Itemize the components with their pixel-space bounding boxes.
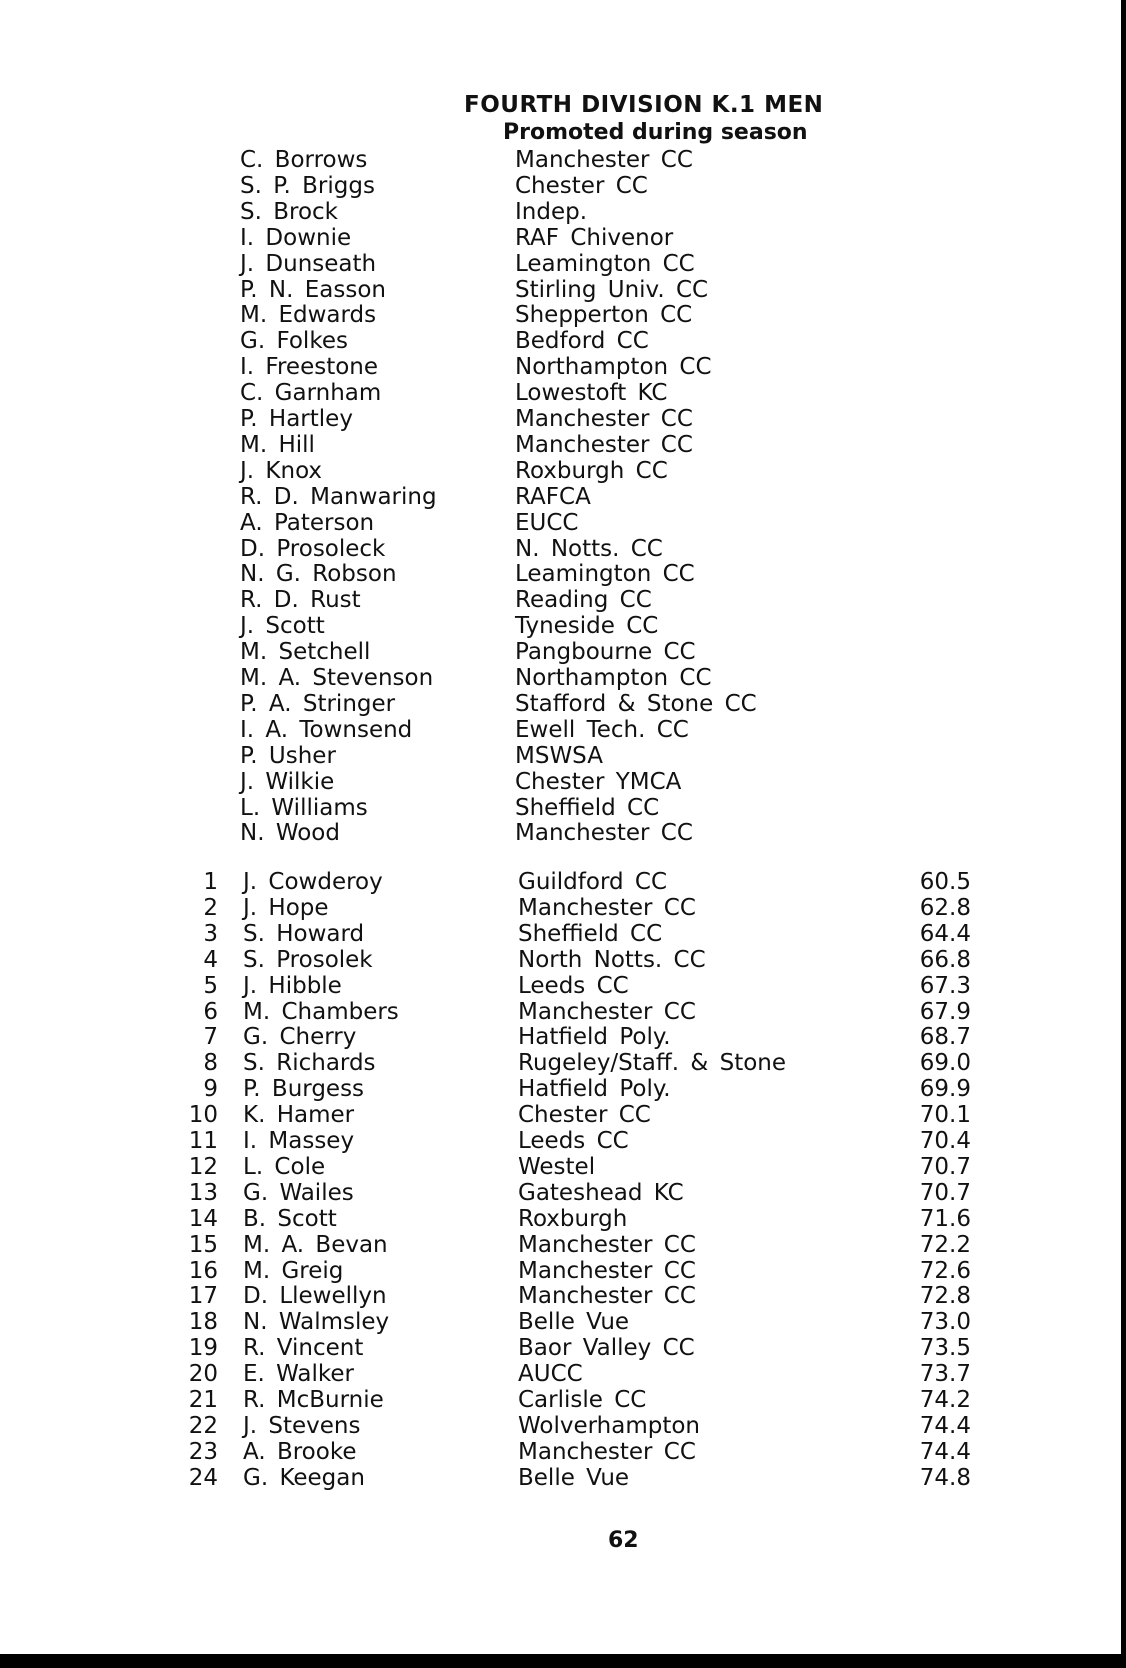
club-name: Manchester CC [515, 820, 693, 847]
rank-position: 23 [188, 1438, 218, 1465]
promoted-row [0, 199, 1126, 225]
player-name: G. Cherry [243, 1024, 357, 1051]
scan-edge-right [1121, 0, 1126, 1668]
promoted-row [0, 536, 1126, 562]
score-value: 70.7 [919, 1153, 971, 1180]
ranking-row [0, 1309, 1126, 1335]
score-value: 73.5 [919, 1335, 971, 1362]
club-name: Tyneside CC [515, 613, 659, 640]
club-name: Stafford & Stone CC [515, 690, 757, 717]
club-name: Gateshead KC [518, 1179, 684, 1206]
score-value: 68.7 [919, 1024, 971, 1051]
club-name: Leamington CC [515, 250, 695, 277]
club-name: Roxburgh CC [515, 457, 668, 484]
score-value: 71.6 [919, 1205, 971, 1232]
rank-position: 2 [203, 894, 218, 921]
player-name: P. Usher [240, 742, 336, 769]
player-name: G. Wailes [243, 1179, 354, 1206]
rank-position: 20 [188, 1361, 218, 1388]
club-name: Roxburgh [518, 1205, 628, 1232]
ranking-row [0, 1465, 1126, 1491]
score-value: 74.2 [919, 1387, 971, 1413]
club-name: Northampton CC [515, 665, 712, 691]
score-value: 72.6 [919, 1257, 971, 1284]
club-name: Lowestoft KC [515, 380, 668, 407]
player-name: J. Knox [240, 457, 323, 484]
score-value: 70.7 [919, 1179, 971, 1206]
player-name: E. Walker [243, 1361, 355, 1388]
club-name: Reading CC [515, 587, 652, 614]
player-name: R. McBurnie [243, 1387, 384, 1413]
player-name: G. Keegan [243, 1464, 365, 1491]
ranking-row [0, 1024, 1126, 1050]
score-value: 72.8 [919, 1283, 971, 1310]
player-name: S. Brock [240, 198, 338, 225]
ranking-row [0, 1232, 1126, 1258]
player-name: M. Edwards [240, 302, 377, 329]
rank-position: 4 [203, 946, 218, 973]
player-name: L. Cole [243, 1153, 326, 1180]
player-name: A. Brooke [243, 1438, 357, 1465]
promoted-row [0, 691, 1126, 717]
promoted-row [0, 432, 1126, 458]
club-name: Belle Vue [518, 1309, 630, 1336]
ranking-row [0, 999, 1126, 1025]
club-name: Bedford CC [515, 328, 649, 355]
promoted-row [0, 743, 1126, 769]
section-heading: FOURTH DIVISION K.1 MEN [464, 92, 824, 118]
score-value: 69.9 [919, 1076, 971, 1103]
ranking-row [0, 1283, 1126, 1309]
rank-position: 21 [188, 1387, 218, 1413]
score-value: 73.0 [919, 1309, 971, 1336]
score-value: 67.9 [919, 998, 971, 1025]
promoted-row [0, 225, 1126, 251]
promoted-row [0, 665, 1126, 691]
ranking-row [0, 1180, 1126, 1206]
promoted-row [0, 354, 1126, 380]
club-name: Westel [518, 1153, 596, 1180]
rank-position: 12 [188, 1153, 218, 1180]
rank-position: 19 [188, 1335, 218, 1362]
score-value: 67.3 [919, 972, 971, 999]
player-name: G. Folkes [240, 328, 348, 355]
club-name: Sheffield CC [515, 794, 660, 821]
club-name: EUCC [515, 509, 579, 536]
player-name: J. Scott [240, 613, 325, 640]
club-name: Chester YMCA [515, 768, 682, 795]
rank-position: 14 [188, 1205, 218, 1232]
club-name: Chester CC [515, 172, 648, 199]
ranking-row [0, 1361, 1126, 1387]
club-name: Belle Vue [518, 1464, 630, 1491]
player-name: S. P. Briggs [240, 172, 375, 199]
club-name: Leeds CC [518, 1128, 629, 1154]
ranking-row [0, 1439, 1126, 1465]
promoted-row [0, 561, 1126, 587]
promoted-row [0, 406, 1126, 432]
player-name: C. Borrows [240, 147, 368, 173]
club-name: Manchester CC [518, 1257, 696, 1284]
score-value: 62.8 [919, 894, 971, 921]
player-name: D. Llewellyn [243, 1283, 387, 1310]
score-value: 72.2 [919, 1231, 971, 1258]
ranking-row [0, 1102, 1126, 1128]
player-name: M. Setchell [240, 639, 371, 666]
score-value: 70.4 [919, 1128, 971, 1154]
promoted-row [0, 820, 1126, 846]
promoted-row [0, 484, 1126, 510]
scan-edge-bottom [0, 1654, 1126, 1668]
player-name: C. Garnham [240, 380, 382, 407]
player-name: R. D. Rust [240, 587, 361, 614]
rank-position: 7 [203, 1024, 218, 1051]
player-name: P. Hartley [240, 406, 353, 432]
player-name: I. Freestone [240, 354, 379, 381]
player-name: I. A. Townsend [240, 716, 413, 743]
club-name: Leamington CC [515, 561, 695, 588]
ranking-row [0, 1413, 1126, 1439]
club-name: Leeds CC [518, 972, 629, 999]
promoted-row [0, 147, 1126, 173]
section-subheading: Promoted during season [503, 120, 808, 145]
rank-position: 24 [188, 1464, 218, 1491]
rank-position: 8 [203, 1050, 218, 1077]
rank-position: 5 [203, 972, 218, 999]
player-name: M. Hill [240, 431, 315, 458]
player-name: J. Stevens [243, 1412, 361, 1439]
promoted-row [0, 380, 1126, 406]
club-name: Rugeley/Staff. & Stone [518, 1050, 787, 1077]
player-name: J. Wilkie [240, 768, 335, 795]
club-name: RAFCA [515, 483, 591, 510]
club-name: Indep. [515, 198, 588, 225]
club-name: Northampton CC [515, 354, 712, 381]
ranking-row [0, 921, 1126, 947]
score-value: 60.5 [919, 869, 971, 895]
player-name: N. Walmsley [243, 1309, 390, 1336]
promoted-row [0, 639, 1126, 665]
ranking-row [0, 1387, 1126, 1413]
club-name: Ewell Tech. CC [515, 716, 689, 743]
ranking-row [0, 1128, 1126, 1154]
club-name: Manchester CC [515, 147, 693, 173]
player-name: M. A. Stevenson [240, 665, 434, 691]
player-name: P. A. Stringer [240, 690, 396, 717]
promoted-row [0, 251, 1126, 277]
club-name: Guildford CC [518, 869, 668, 895]
player-name: I. Massey [243, 1128, 355, 1154]
promoted-row [0, 458, 1126, 484]
player-name: M. A. Bevan [243, 1231, 388, 1258]
score-value: 74.8 [919, 1464, 971, 1491]
club-name: Manchester CC [518, 1283, 696, 1310]
player-name: N. G. Robson [240, 561, 397, 588]
club-name: North Notts. CC [518, 946, 706, 973]
club-name: Pangbourne CC [515, 639, 696, 666]
player-name: J. Hope [243, 894, 329, 921]
club-name: Manchester CC [518, 1438, 696, 1465]
score-value: 74.4 [919, 1412, 971, 1439]
ranking-row [0, 973, 1126, 999]
rank-position: 6 [203, 998, 218, 1025]
promoted-row [0, 173, 1126, 199]
club-name: Shepperton CC [515, 302, 693, 329]
club-name: Carlisle CC [518, 1387, 647, 1413]
player-name: J. Hibble [243, 972, 342, 999]
promoted-row [0, 510, 1126, 536]
rank-position: 9 [203, 1076, 218, 1103]
score-value: 74.4 [919, 1438, 971, 1465]
club-name: Hatfield Poly. [518, 1076, 671, 1103]
club-name: Manchester CC [518, 1231, 696, 1258]
club-name: Manchester CC [518, 998, 696, 1025]
score-value: 66.8 [919, 946, 971, 973]
promoted-row [0, 613, 1126, 639]
club-name: N. Notts. CC [515, 535, 663, 562]
promoted-row [0, 795, 1126, 821]
promoted-row [0, 717, 1126, 743]
score-value: 70.1 [919, 1102, 971, 1129]
ranking-row [0, 1206, 1126, 1232]
page-number: 62 [608, 1528, 639, 1553]
rank-position: 22 [188, 1412, 218, 1439]
ranking-row [0, 895, 1126, 921]
player-name: K. Hamer [243, 1102, 355, 1129]
player-name: A. Paterson [240, 509, 375, 536]
ranking-row [0, 1154, 1126, 1180]
promoted-row [0, 769, 1126, 795]
player-name: J. Cowderoy [243, 869, 383, 895]
ranking-row [0, 869, 1126, 895]
rank-position: 16 [188, 1257, 218, 1284]
player-name: P. N. Easson [240, 276, 386, 303]
player-name: R. Vincent [243, 1335, 364, 1362]
player-name: P. Burgess [243, 1076, 365, 1103]
club-name: Manchester CC [515, 431, 693, 458]
player-name: I. Downie [240, 224, 352, 251]
player-name: L. Williams [240, 794, 368, 821]
club-name: Baor Valley CC [518, 1335, 695, 1362]
player-name: N. Wood [240, 820, 340, 847]
player-name: R. D. Manwaring [240, 483, 437, 510]
score-value: 64.4 [919, 920, 971, 947]
ranking-row [0, 1258, 1126, 1284]
club-name: MSWSA [515, 742, 603, 769]
score-value: 69.0 [919, 1050, 971, 1077]
club-name: Wolverhampton [518, 1412, 701, 1439]
ranking-row [0, 947, 1126, 973]
ranking-row [0, 1050, 1126, 1076]
player-name: M. Chambers [243, 998, 399, 1025]
rank-position: 17 [188, 1283, 218, 1310]
player-name: B. Scott [243, 1205, 337, 1232]
ranking-row [0, 1076, 1126, 1102]
rank-position: 11 [188, 1128, 218, 1154]
club-name: Manchester CC [515, 406, 693, 432]
rank-position: 10 [188, 1102, 218, 1129]
ranking-row [0, 1335, 1126, 1361]
club-name: Chester CC [518, 1102, 651, 1129]
player-name: D. Prosoleck [240, 535, 386, 562]
player-name: S. Richards [243, 1050, 376, 1077]
player-name: S. Howard [243, 920, 365, 947]
rank-position: 13 [188, 1179, 218, 1206]
promoted-row [0, 328, 1126, 354]
club-name: AUCC [518, 1361, 583, 1388]
club-name: Stirling Univ. CC [515, 276, 709, 303]
promoted-row [0, 587, 1126, 613]
club-name: Hatfield Poly. [518, 1024, 671, 1051]
club-name: RAF Chivenor [515, 224, 674, 251]
promoted-row [0, 277, 1126, 303]
rank-position: 18 [188, 1309, 218, 1336]
rank-position: 15 [188, 1231, 218, 1258]
club-name: Manchester CC [518, 894, 696, 921]
player-name: S. Prosolek [243, 946, 373, 973]
club-name: Sheffield CC [518, 920, 663, 947]
player-name: M. Greig [243, 1257, 344, 1284]
score-value: 73.7 [919, 1361, 971, 1388]
rank-position: 3 [203, 920, 218, 947]
rank-position: 1 [203, 869, 218, 895]
player-name: J. Dunseath [240, 250, 377, 277]
promoted-row [0, 302, 1126, 328]
